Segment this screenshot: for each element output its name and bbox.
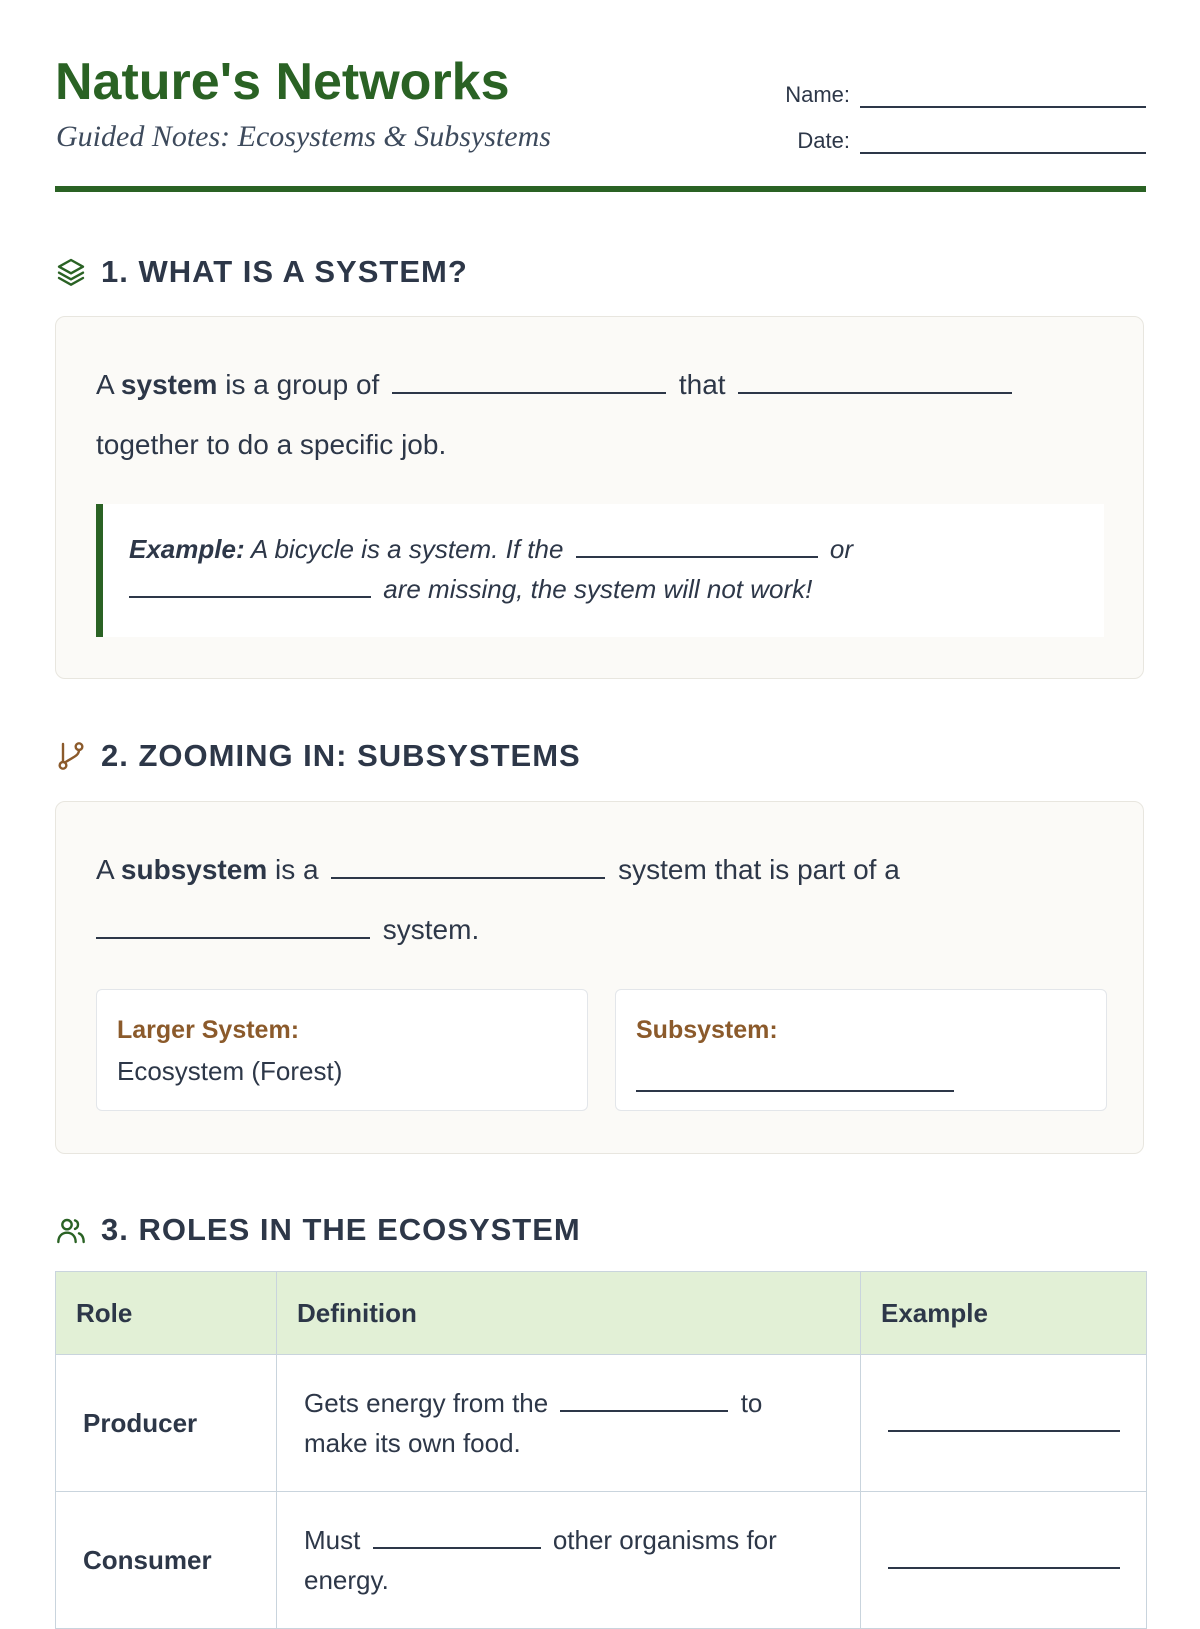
example-line-2 <box>129 574 812 605</box>
definition-text-b: to <box>740 1388 763 1418</box>
definition-text-a: Must <box>304 1525 361 1555</box>
blank-5[interactable] <box>331 876 605 879</box>
definition-cell <box>277 1355 861 1492</box>
subsystem-label: Subsystem: <box>636 1016 778 1044</box>
page-subtitle: Guided Notes: Ecosystems & Subsystems <box>56 120 551 153</box>
text-a: A <box>96 854 121 885</box>
table-header-row <box>56 1272 1147 1355</box>
student-info <box>746 82 1146 174</box>
section-1-title: 1. WHAT IS A SYSTEM? <box>101 254 468 289</box>
example-text-b: or <box>829 534 854 564</box>
example-line-1 <box>129 534 853 565</box>
text-c: is a <box>267 854 319 885</box>
definition-cell <box>277 1492 861 1629</box>
section-1-heading <box>55 254 468 290</box>
git-branch-icon <box>55 740 87 772</box>
table-row <box>56 1492 1147 1629</box>
subsystem-definition-card <box>55 801 1144 1154</box>
subsystem-definition-line-2 <box>96 914 479 946</box>
blank-3[interactable] <box>576 555 818 558</box>
blank-2[interactable] <box>738 391 1012 394</box>
blank-7[interactable] <box>636 1089 954 1092</box>
example-answer-field[interactable] <box>888 1430 1120 1432</box>
text-d: that <box>678 369 726 400</box>
blank-6[interactable] <box>96 936 370 939</box>
blank-4[interactable] <box>129 595 371 598</box>
users-icon <box>55 1214 87 1246</box>
larger-system-label: Larger System: <box>117 1016 300 1044</box>
section-3-heading <box>55 1212 581 1248</box>
example-label: Example: <box>129 534 245 564</box>
name-row <box>746 82 1146 128</box>
text-e: system. <box>382 914 480 945</box>
column-header-role: Role <box>56 1272 277 1355</box>
system-definition-line-1 <box>96 369 1017 401</box>
example-answer-field[interactable] <box>888 1567 1120 1569</box>
column-header-example: Example <box>861 1272 1147 1355</box>
definition-text-b: other organisms for <box>552 1525 777 1555</box>
layers-icon <box>55 256 87 288</box>
section-2-heading <box>55 738 581 774</box>
example-text-a: A bicycle is a system. If the <box>244 534 564 564</box>
worksheet-header <box>55 50 1146 194</box>
text-a: A <box>96 369 121 400</box>
term-subsystem: subsystem <box>120 854 268 885</box>
definition-text-a: Gets energy from the <box>304 1388 549 1418</box>
definition-text-c: energy. <box>304 1565 389 1595</box>
example-text-c: are missing, the system will not work! <box>383 574 813 604</box>
system-definition-line-2: together to do a specific job. <box>96 429 447 460</box>
blank-8[interactable] <box>560 1409 728 1412</box>
name-label: Name: <box>785 82 850 107</box>
header-divider <box>55 186 1146 192</box>
role-cell: Producer <box>56 1355 277 1492</box>
text-d: system that is part of a <box>618 854 900 885</box>
example-callout <box>96 504 1104 637</box>
date-label: Date: <box>797 128 850 153</box>
text-c: is a group of <box>217 369 380 400</box>
role-cell: Consumer <box>56 1492 277 1629</box>
date-row <box>746 128 1146 174</box>
subsystem-box <box>615 989 1107 1111</box>
page-title: Nature's Networks <box>55 53 510 111</box>
larger-system-value: Ecosystem (Forest) <box>117 1056 343 1086</box>
larger-system-box <box>96 989 588 1111</box>
table-row <box>56 1355 1147 1492</box>
example-cell[interactable] <box>861 1355 1147 1492</box>
example-cell[interactable] <box>861 1492 1147 1629</box>
system-definition-card <box>55 316 1144 679</box>
column-header-definition: Definition <box>277 1272 861 1355</box>
section-2-title: 2. ZOOMING IN: SUBSYSTEMS <box>101 738 581 773</box>
date-field[interactable] <box>860 152 1146 154</box>
name-field[interactable] <box>860 106 1146 108</box>
subsystem-answer-field[interactable] <box>636 1068 959 1099</box>
blank-1[interactable] <box>392 391 666 394</box>
section-3-title: 3. ROLES IN THE ECOSYSTEM <box>101 1212 581 1247</box>
roles-table <box>55 1271 1147 1629</box>
definition-text-c: make its own food. <box>304 1428 521 1458</box>
blank-9[interactable] <box>373 1546 541 1549</box>
term-system: system <box>120 369 218 400</box>
subsystem-definition-line-1 <box>96 854 900 886</box>
